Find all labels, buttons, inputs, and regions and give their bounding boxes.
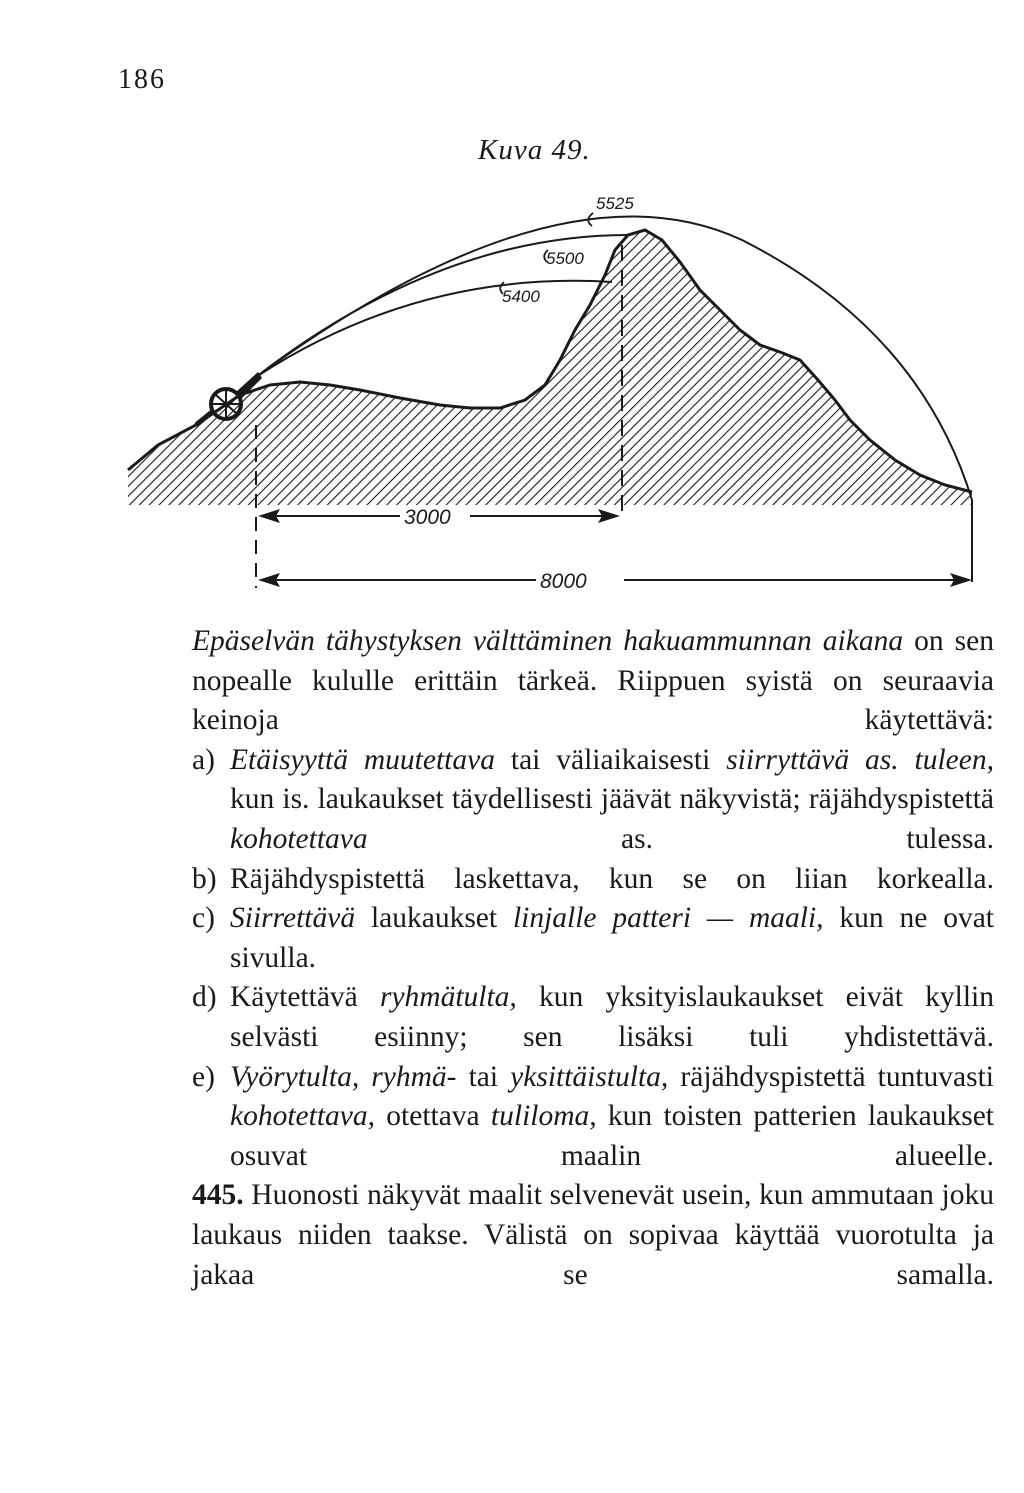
- item-a-text-1: tai väliaikaisesti: [494, 743, 727, 776]
- paragraph-445: [124, 1176, 994, 1295]
- item-c-italic-1: Siirrettävä: [230, 902, 356, 935]
- intro-paragraph: [124, 622, 994, 741]
- list-marker-b: b): [192, 862, 217, 895]
- trajectory-figure: [0, 0, 1024, 620]
- list-item-e: [124, 1058, 994, 1177]
- item-e-italic-1: Vyörytulta, ryhmä-: [230, 1060, 457, 1093]
- page-number: 186: [118, 64, 166, 95]
- list-item-c: [124, 899, 994, 978]
- trajectory-label-5500: 5500: [546, 249, 584, 268]
- body-text: [124, 622, 994, 1295]
- list-marker-c: c): [192, 902, 215, 935]
- list-marker-d: d): [192, 981, 217, 1014]
- terrain-hill: [128, 230, 972, 505]
- item-e-text-1: tai: [456, 1060, 511, 1093]
- list-marker-e: e): [192, 1060, 215, 1093]
- item-e-text-4: kun toisten patterien laukaukset osuvat maalin alueelle.: [230, 1100, 994, 1172]
- item-e-text-3: otettava: [375, 1100, 491, 1133]
- item-a-text-2: kun is. laukaukset täydellisesti jäävät näkyvistä; räjähdyspistettä: [230, 783, 994, 816]
- intro-text: on sen nopealle kululle erittäin tärkeä. Riippuen syistä on seuraavia keinoja käytettävä:: [192, 625, 994, 737]
- item-c-text-1: laukaukset: [355, 902, 513, 935]
- item-c-text-2: kun ne ovat sivulla.: [230, 902, 994, 974]
- item-b-text-1: Räjähdyspistettä laskettava, kun se on liian korkealla.: [230, 862, 994, 895]
- list-item-d: [124, 978, 994, 1057]
- list-item-a: [124, 741, 994, 860]
- item-d-text-1: Käytettävä: [230, 981, 380, 1014]
- trajectory-label-5525: 5525: [596, 194, 634, 213]
- item-d-italic-1: ryhmätulta,: [379, 981, 517, 1014]
- item-e-italic-4: tuliloma,: [490, 1100, 597, 1133]
- item-e-italic-3: kohotettava,: [230, 1100, 375, 1133]
- item-a-italic-2: siirryttävä as. tuleen,: [726, 743, 994, 776]
- paragraph-445-text: Huonosti näkyvät maalit selvenevät usein, kun ammutaan joku laukaus niiden taakse. Välistä on sopivaa käyttää vuorotulta ja jakaa se samalla.: [192, 1179, 994, 1291]
- item-a-italic-3: kohotettava: [230, 822, 368, 855]
- intro-italic: Epäselvän tähystyksen välttäminen hakuammunnan aikana: [192, 625, 904, 657]
- item-d-text-2: kun yksityislaukaukset eivät kyllin selvästi esiinny; sen lisäksi tuli yhdistettävä.: [230, 981, 994, 1053]
- trajectory-label-5400: 5400: [502, 287, 540, 306]
- figure-caption: Kuva 49.: [478, 134, 591, 166]
- item-a-italic-1: Etäisyyttä muutettava: [230, 743, 495, 776]
- distance-label-8000: 8000: [540, 570, 587, 593]
- item-a-text-3: as. tulessa.: [367, 822, 994, 855]
- list-item-b: [124, 860, 994, 900]
- item-e-italic-2: yksittäistulta,: [510, 1060, 669, 1093]
- paragraph-number: 445.: [192, 1179, 244, 1212]
- item-e-text-2: räjähdyspistettä tuntuvasti: [668, 1060, 994, 1093]
- list-marker-a: a): [192, 743, 215, 776]
- distance-label-3000: 3000: [404, 506, 451, 529]
- item-c-italic-2: linjalle patteri — maali,: [512, 902, 824, 935]
